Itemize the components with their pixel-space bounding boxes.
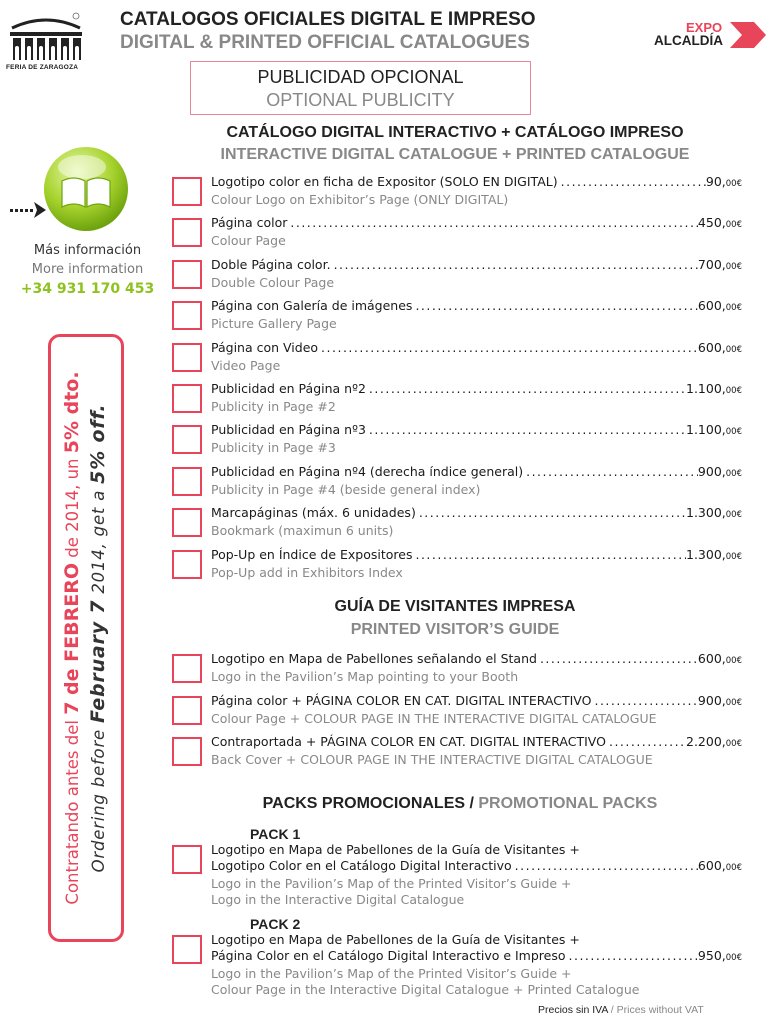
option-label-en: Publicity in Page #4 (beside general index) bbox=[211, 482, 481, 497]
option-checkbox[interactable] bbox=[172, 508, 202, 537]
discount-text-es: Contratando antes del 7 de FEBRERO de 2014, un 5% dto. bbox=[61, 371, 83, 905]
option-label-en: Pop-Up add in Exhibitors Index bbox=[211, 565, 403, 580]
option-label-es: Contraportada + PÁGINA COLOR EN CAT. DIGITAL INTERACTIVO bbox=[211, 734, 606, 749]
publicity-title-en: OPTIONAL PUBLICITY bbox=[266, 90, 455, 110]
option-label-en: Double Colour Page bbox=[211, 275, 335, 290]
option-price: 900,00€ bbox=[697, 693, 742, 708]
option-label-es: Publicidad en Página nº3 bbox=[211, 422, 366, 437]
pack-line-en: Logo in the Pavilion’s Map of the Printed Visitor’s Guide + bbox=[211, 876, 572, 891]
section-digital-title-en: INTERACTIVE DIGITAL CATALOGUE + PRINTED CATALOGUE bbox=[220, 146, 690, 163]
option-price: 90,00€ bbox=[705, 174, 742, 189]
option-checkbox[interactable] bbox=[172, 467, 202, 496]
more-info-label-es: Más información bbox=[33, 243, 142, 258]
pack-line-es: Logotipo en Mapa de Pabellones de la Guía de Visitantes + bbox=[211, 932, 580, 947]
option-price: 600,00€ bbox=[697, 340, 742, 355]
option-label-es: Página con Galería de imágenes bbox=[211, 298, 413, 313]
option-label-en: Colour Page bbox=[211, 233, 286, 248]
section-digital-title-es: CATÁLOGO DIGITAL INTERACTIVO + CATÁLOGO IMPRESO bbox=[226, 124, 684, 141]
brand-expo: EXPO bbox=[686, 20, 723, 35]
option-label-es: Publicidad en Página nº4 (derecha índice general) bbox=[211, 464, 524, 479]
vat-note: Precios sin IVA / Prices without VAT bbox=[538, 1004, 704, 1016]
phone-number[interactable]: +34 931 170 453 bbox=[20, 281, 155, 297]
option-checkbox[interactable] bbox=[172, 260, 202, 289]
pack-line-en: Colour Page in the Interactive Digital Catalogue + Printed Catalogue bbox=[211, 982, 640, 997]
pack-line-en: Logo in the Pavilion’s Map of the Printed Visitor’s Guide + bbox=[211, 966, 572, 981]
option-label-en: Colour Logo on Exhibitor’s Page (ONLY DIGITAL) bbox=[211, 192, 509, 207]
option-label-en: Publicity in Page #3 bbox=[211, 440, 336, 455]
option-price: 2.200,00€ bbox=[686, 734, 742, 749]
pack-line-es: Página Color en el Catálogo Digital Interactivo e Impreso bbox=[211, 948, 566, 963]
option-checkbox[interactable] bbox=[172, 737, 202, 766]
publicity-box bbox=[190, 61, 531, 115]
option-price: 600,00€ bbox=[697, 651, 742, 666]
option-price: 1.300,00€ bbox=[686, 505, 742, 520]
option-price: 950,00€ bbox=[697, 948, 742, 963]
pack-line-es: Logotipo en Mapa de Pabellones de la Guía de Visitantes + bbox=[211, 842, 580, 857]
option-label-es: Página con Video bbox=[211, 340, 319, 355]
option-label-es: Logotipo color en ficha de Expositor (SOLO EN DIGITAL) bbox=[211, 174, 558, 189]
option-checkbox[interactable] bbox=[172, 301, 202, 330]
option-price: 600,00€ bbox=[697, 298, 742, 313]
option-label-en: Bookmark (maximun 6 units) bbox=[211, 523, 394, 538]
option-price: 450,00€ bbox=[697, 215, 742, 230]
discount-text-en: Ordering before February 7 2014, get a 5% off. bbox=[87, 403, 109, 873]
pack-line-es: Logotipo Color en el Catálogo Digital Interactivo bbox=[211, 858, 512, 873]
option-checkbox[interactable] bbox=[172, 384, 202, 413]
pack-title: PACK 2 bbox=[250, 916, 301, 932]
section-packs-title: PACKS PROMOCIONALES / PROMOTIONAL PACKS bbox=[262, 795, 658, 812]
option-label-es: Publicidad en Página nº2 bbox=[211, 381, 366, 396]
pack-title: PACK 1 bbox=[250, 826, 301, 842]
option-price: 600,00€ bbox=[697, 858, 742, 873]
option-price: 900,00€ bbox=[697, 464, 742, 479]
option-checkbox[interactable] bbox=[172, 845, 202, 874]
option-label-en: Picture Gallery Page bbox=[211, 316, 337, 331]
option-checkbox[interactable] bbox=[172, 425, 202, 454]
brand-alcaldia: ALCALDÍA bbox=[654, 33, 723, 48]
feria-zaragoza-logo bbox=[6, 8, 86, 72]
section-guide-title-en: PRINTED VISITOR’S GUIDE bbox=[350, 621, 560, 638]
option-price: 1.300,00€ bbox=[686, 547, 742, 562]
option-label-es: Página color bbox=[211, 215, 288, 230]
option-label-es: Página color + PÁGINA COLOR EN CAT. DIGITAL INTERACTIVO bbox=[211, 693, 592, 708]
logo-caption: FERIA DE ZARAGOZA bbox=[6, 64, 79, 71]
early-booking-discount-banner bbox=[48, 334, 124, 942]
option-label-es: Marcapáginas (máx. 6 unidades) bbox=[211, 505, 416, 520]
book-icon bbox=[42, 145, 130, 233]
option-checkbox[interactable] bbox=[172, 177, 202, 206]
option-label-en: Logo in the Pavilion’s Map pointing to your Booth bbox=[211, 669, 519, 684]
option-label-es: Logotipo en Mapa de Pabellones señalando el Stand bbox=[211, 651, 537, 666]
option-label-es: Pop-Up en Índice de Expositores bbox=[211, 547, 413, 562]
option-price: 1.100,00€ bbox=[686, 422, 742, 437]
page-title-en: DIGITAL & PRINTED OFFICIAL CATALOGUES bbox=[120, 32, 530, 53]
option-label-en: Video Page bbox=[211, 358, 281, 373]
option-price: 1.100,00€ bbox=[686, 381, 742, 396]
option-checkbox[interactable] bbox=[172, 343, 202, 372]
option-label-en: Back Cover + COLOUR PAGE IN THE INTERACTIVE DIGITAL CATALOGUE bbox=[211, 752, 653, 767]
option-checkbox[interactable] bbox=[172, 696, 202, 725]
page-title-es: CATALOGOS OFICIALES DIGITAL E IMPRESO bbox=[120, 9, 536, 30]
option-label-es: Doble Página color. bbox=[211, 257, 331, 272]
publicity-title-es: PUBLICIDAD OPCIONAL bbox=[257, 67, 464, 87]
option-checkbox[interactable] bbox=[172, 654, 202, 683]
section-guide-title-es: GUÍA DE VISITANTES IMPRESA bbox=[334, 598, 576, 615]
option-checkbox[interactable] bbox=[172, 218, 202, 247]
option-checkbox[interactable] bbox=[172, 935, 202, 964]
more-info-label-en: More information bbox=[31, 262, 144, 277]
option-label-en: Colour Page + COLOUR PAGE IN THE INTERACTIVE DIGITAL CATALOGUE bbox=[211, 711, 657, 726]
option-price: 700,00€ bbox=[697, 257, 742, 272]
cursor-arrow-icon bbox=[10, 196, 50, 224]
option-label-en: Publicity in Page #2 bbox=[211, 399, 336, 414]
option-checkbox[interactable] bbox=[172, 550, 202, 579]
pack-line-en: Logo in the Interactive Digital Catalogue bbox=[211, 892, 465, 907]
